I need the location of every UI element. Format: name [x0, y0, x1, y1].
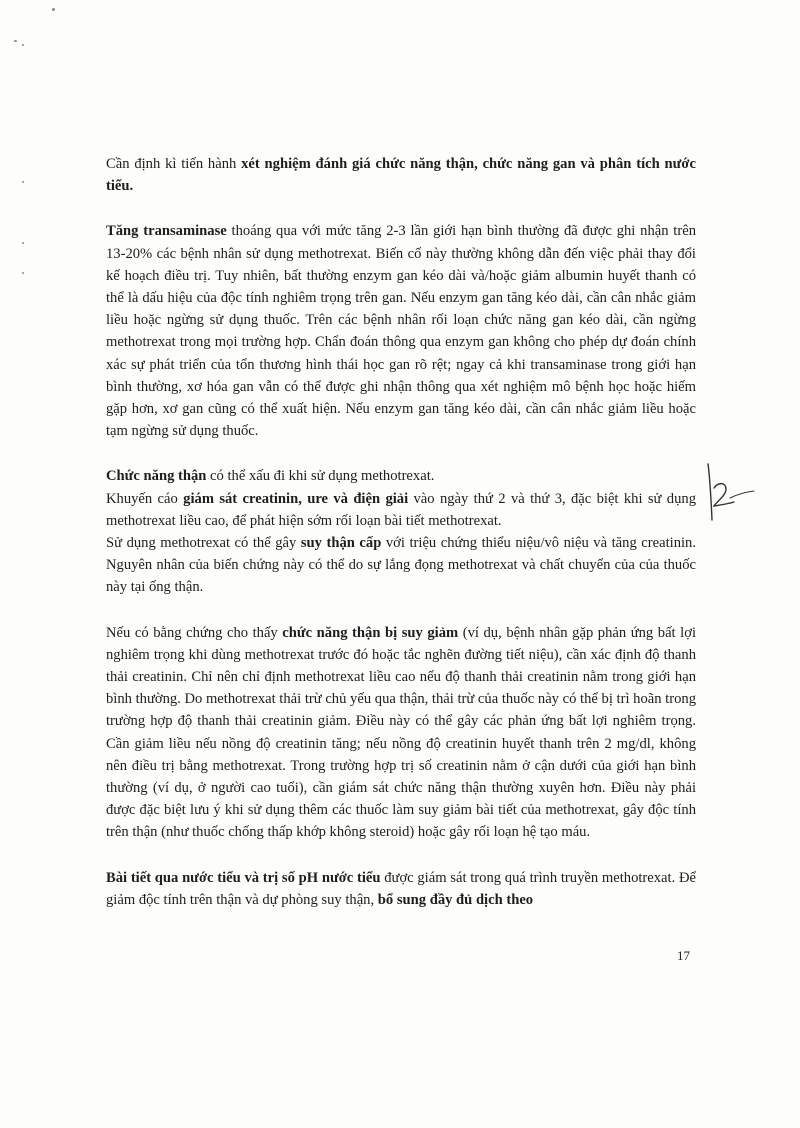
paragraph-line — [106, 488, 696, 532]
scan-dot — [22, 242, 24, 244]
bold-text: bổ sung đầy đủ dịch theo — [377, 891, 534, 908]
text-run: có thể xấu đi khi sử dụng methotrexat. — [206, 468, 435, 485]
bold-text: Bài tiết qua nước tiểu và trị số pH nước tiểu — [106, 869, 381, 886]
bold-text: giám sát creatinin, ure và điện giải — [183, 490, 409, 507]
handwritten-initial-mark — [700, 458, 760, 528]
text-run: Sử dụng methotrexat có thể gây — [106, 535, 301, 552]
text-run: với triệu chứng thiểu niệu/vô niệu và tăng creatinin. Nguyên nhân của biến chứng này có thể do sự lắng đọng methotrexat và chất chuyển của của thuốc này tại ống thận. — [106, 535, 696, 596]
bold-text: chức năng thận bị suy giảm — [282, 624, 459, 641]
scan-dot — [22, 181, 24, 183]
paragraph-urine-excretion — [106, 867, 696, 911]
scan-dot — [22, 272, 24, 274]
bold-text: Chức năng thận — [106, 468, 207, 485]
scan-dot — [14, 40, 17, 42]
text-run: vào ngày thứ 2 và thứ 3, đặc biệt khi sử dụng methotrexat liều cao, để phát hiện sớm rối loạn bài tiết methotrexat. — [106, 490, 696, 529]
text-run: Khuyến cáo — [106, 490, 184, 507]
text-run: (ví dụ, bệnh nhân gặp phản ứng bất lợi nghiêm trọng khi dùng methotrexat trước đó hoặc tắc nghẽn đường tiết niệu), cần xác định độ thanh thải creatinin. Chỉ nên chỉ định methotrexat liều cao nếu độ thanh thải creatinin nằm trong giới hạn bình thường. Do methotrexat thải trừ chủ yếu qua thận, thải trừ của thuốc này có thể bị trì hoãn trong trường hợp độ thanh thải creatinin giảm. Điều này có thể gây các phản ứng bất lợi nghiêm trọng. Cần giảm liều nếu nồng độ creatinin tăng; nếu nồng độ creatinin huyết thanh trên 2 mg/dl, không nên điều trị bằng methotrexat. Trong trường hợp trị số creatinin nằm ở cận dưới của giới hạn bình thường (ví dụ, ở người cao tuổi), cần giám sát chức năng thận thường xuyên hơn. Điều này phải được đặc biệt lưu ý khi sử dụng thêm các thuốc làm suy giảm bài tiết của methotrexat, gây độc tính trên thận (như thuốc chống thấp khớp không steroid) hoặc gây rối loạn hệ tạo máu. — [106, 624, 696, 841]
page-number: 17 — [677, 948, 690, 963]
scan-dot — [52, 8, 55, 11]
paragraph-line — [106, 532, 696, 599]
text-run: Cần định kì tiến hành — [106, 156, 242, 172]
document-body — [106, 153, 696, 934]
text-run: thoáng qua với mức tăng 2-3 lần giới hạn bình thường đã được ghi nhận trên 13-20% các bệnh nhân sử dụng methotrexat. Biến cố này thường không dẫn đến việc phải thay đổi kế hoạch điều trị. Tuy nhiên, bất thường enzym gan kéo dài và/hoặc giảm albumin huyết thanh có thể là dấu hiệu của độc tính nghiêm trọng trên gan. Nếu enzym gan tăng kéo dài, cần cân nhắc giảm liều hoặc ngừng sử dụng thuốc. Trên các bệnh nhân rối loạn chức năng gan kéo dài, cần ngừng methotrexat trong mọi trường hợp. Chẩn đoán thông qua enzym gan không cho phép dự đoán chính xác sự phát triển của tổn thương hình thái học gan rõ rệt; ngay cả khi transaminase trong giới hạn bình thường, xơ hóa gan vẫn có thể được ghi nhận thông qua xét nghiệm mô bệnh học hoặc hiếm gặp hơn, xơ gan cũng có thể xuất hiện. Nếu enzym gan tăng kéo dài, cần cân nhắc giảm liều hoặc tạm ngừng sử dụng thuốc. — [106, 223, 696, 440]
bold-text: Tăng transaminase — [106, 223, 227, 240]
text-run: được giám sát trong quá trình truyền methotrexat. Để giảm độc tính trên thận và dự phòng suy thận, — [106, 869, 696, 908]
scan-dot — [22, 44, 24, 46]
paragraph-line — [106, 465, 696, 487]
bold-text: suy thận cấp — [300, 535, 382, 552]
paragraph-kidney-function — [106, 465, 696, 598]
text-run: Nếu có bằng chứng cho thấy — [106, 624, 283, 641]
bold-text: xét nghiệm đánh giá chức năng thận, chức năng gan và phân tích nước tiểu. — [106, 156, 696, 195]
paragraph-kidney-liver-tests — [106, 153, 696, 197]
paragraph-transaminase — [106, 220, 696, 442]
paragraph-reduced-kidney-function — [106, 622, 696, 844]
